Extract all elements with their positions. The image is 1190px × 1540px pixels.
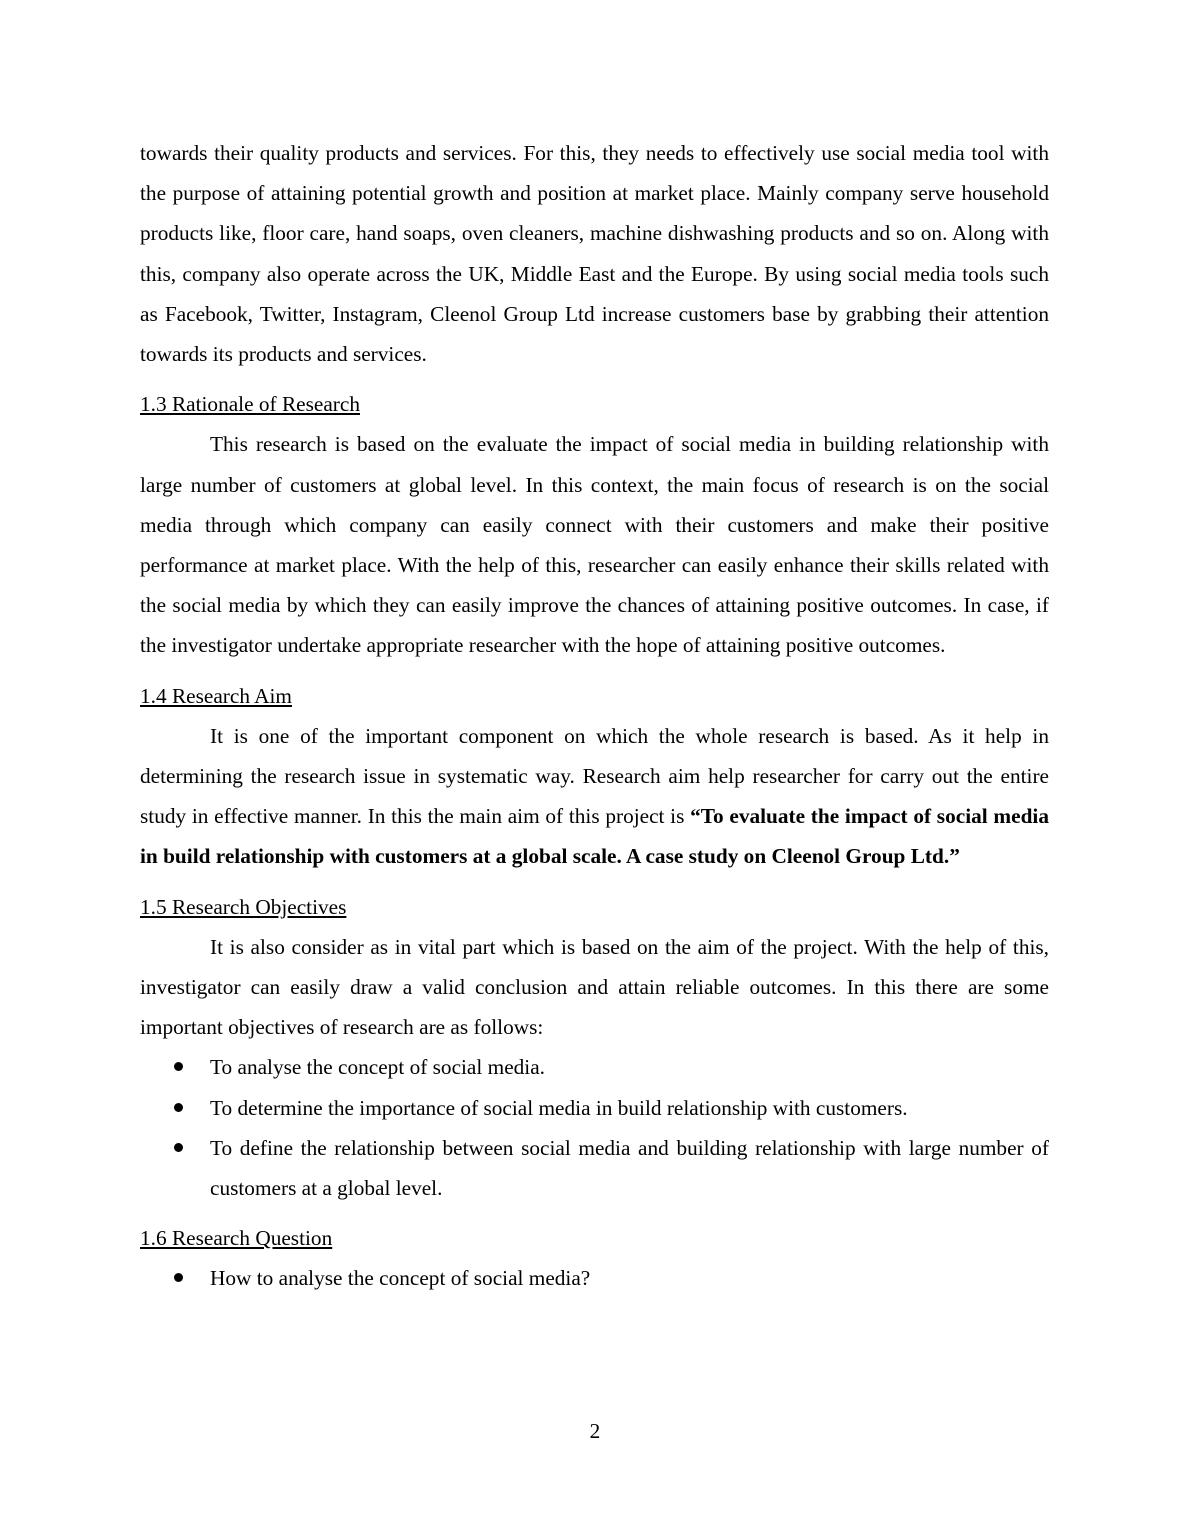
questions-list: [140, 1258, 1049, 1298]
bullet-icon: [174, 1103, 183, 1112]
list-item-text: To analyse the concept of social media.: [210, 1055, 545, 1080]
heading-rationale-text: 1.3 Rationale of Research: [140, 392, 360, 417]
aim-paragraph: [140, 716, 1049, 877]
aim-paragraph-text: It is one of the important component on which the whole research is based. As it help in determining the research issue in systematic way. Research aim help researcher for carry out the entire study in effective manner. In this the main aim of this project is: [140, 723, 1049, 829]
bullet-icon: [174, 1143, 183, 1152]
list-item-text: How to analyse the concept of social media?: [210, 1266, 591, 1291]
heading-objectives: [140, 887, 1049, 927]
list-item: [140, 1128, 1049, 1208]
rationale-paragraph: This research is based on the evaluate the impact of social media in building relationship with large number of customers at global level. In this context, the main focus of research is on the social media through which company can easily connect with their customers and make their positive performance at market place. With the help of this, researcher can easily enhance their skills related with the social media by which they can easily improve the chances of attaining positive outcomes. In case, if the investigator undertake appropriate researcher with the hope of attaining positive outcomes.: [140, 432, 1049, 658]
objectives-list: [140, 1047, 1049, 1208]
heading-rationale: [140, 384, 1049, 424]
bullet-icon: [174, 1273, 183, 1282]
heading-question: [140, 1218, 1049, 1258]
list-item: [140, 1088, 1049, 1128]
page-number: 2: [589, 1419, 601, 1443]
list-item-text: To determine the importance of social media in build relationship with customers.: [210, 1095, 908, 1120]
heading-question-text: 1.6 Research Question: [140, 1226, 333, 1251]
bullet-icon: [174, 1062, 183, 1071]
objectives-paragraph: It is also consider as in vital part which is based on the aim of the project. With the help of this, investigator can easily draw a valid conclusion and attain reliable outcomes. In this there are some important objectives of research are as follows:: [140, 934, 1049, 1040]
intro-paragraph: towards their quality products and services. For this, they needs to effectively use social media tool with the purpose of attaining potential growth and position at market place. Mainly company serve household products like, floor care, hand soaps, oven cleaners, machine dishwashing products and so on. Along with this, company also operate across the UK, Middle East and the Europe. By using social media tools such as Facebook, Twitter, Instagram, Cleenol Group Ltd increase customers base by grabbing their attention towards its products and services.: [140, 141, 1049, 367]
list-item-text: To define the relationship between social media and building relationship with large number of customers at a global level.: [210, 1135, 1049, 1201]
heading-objectives-text: 1.5 Research Objectives: [140, 894, 347, 919]
list-item: [140, 1258, 1049, 1298]
heading-aim-text: 1.4 Research Aim: [140, 683, 293, 708]
list-item: [140, 1047, 1049, 1087]
heading-aim: [140, 676, 1049, 716]
document-page: [140, 133, 1049, 1299]
aim-statement: “To evaluate the impact of social media in build relationship with customers at a global scale. A case study on Cleenol Group Ltd.”: [140, 804, 1049, 869]
